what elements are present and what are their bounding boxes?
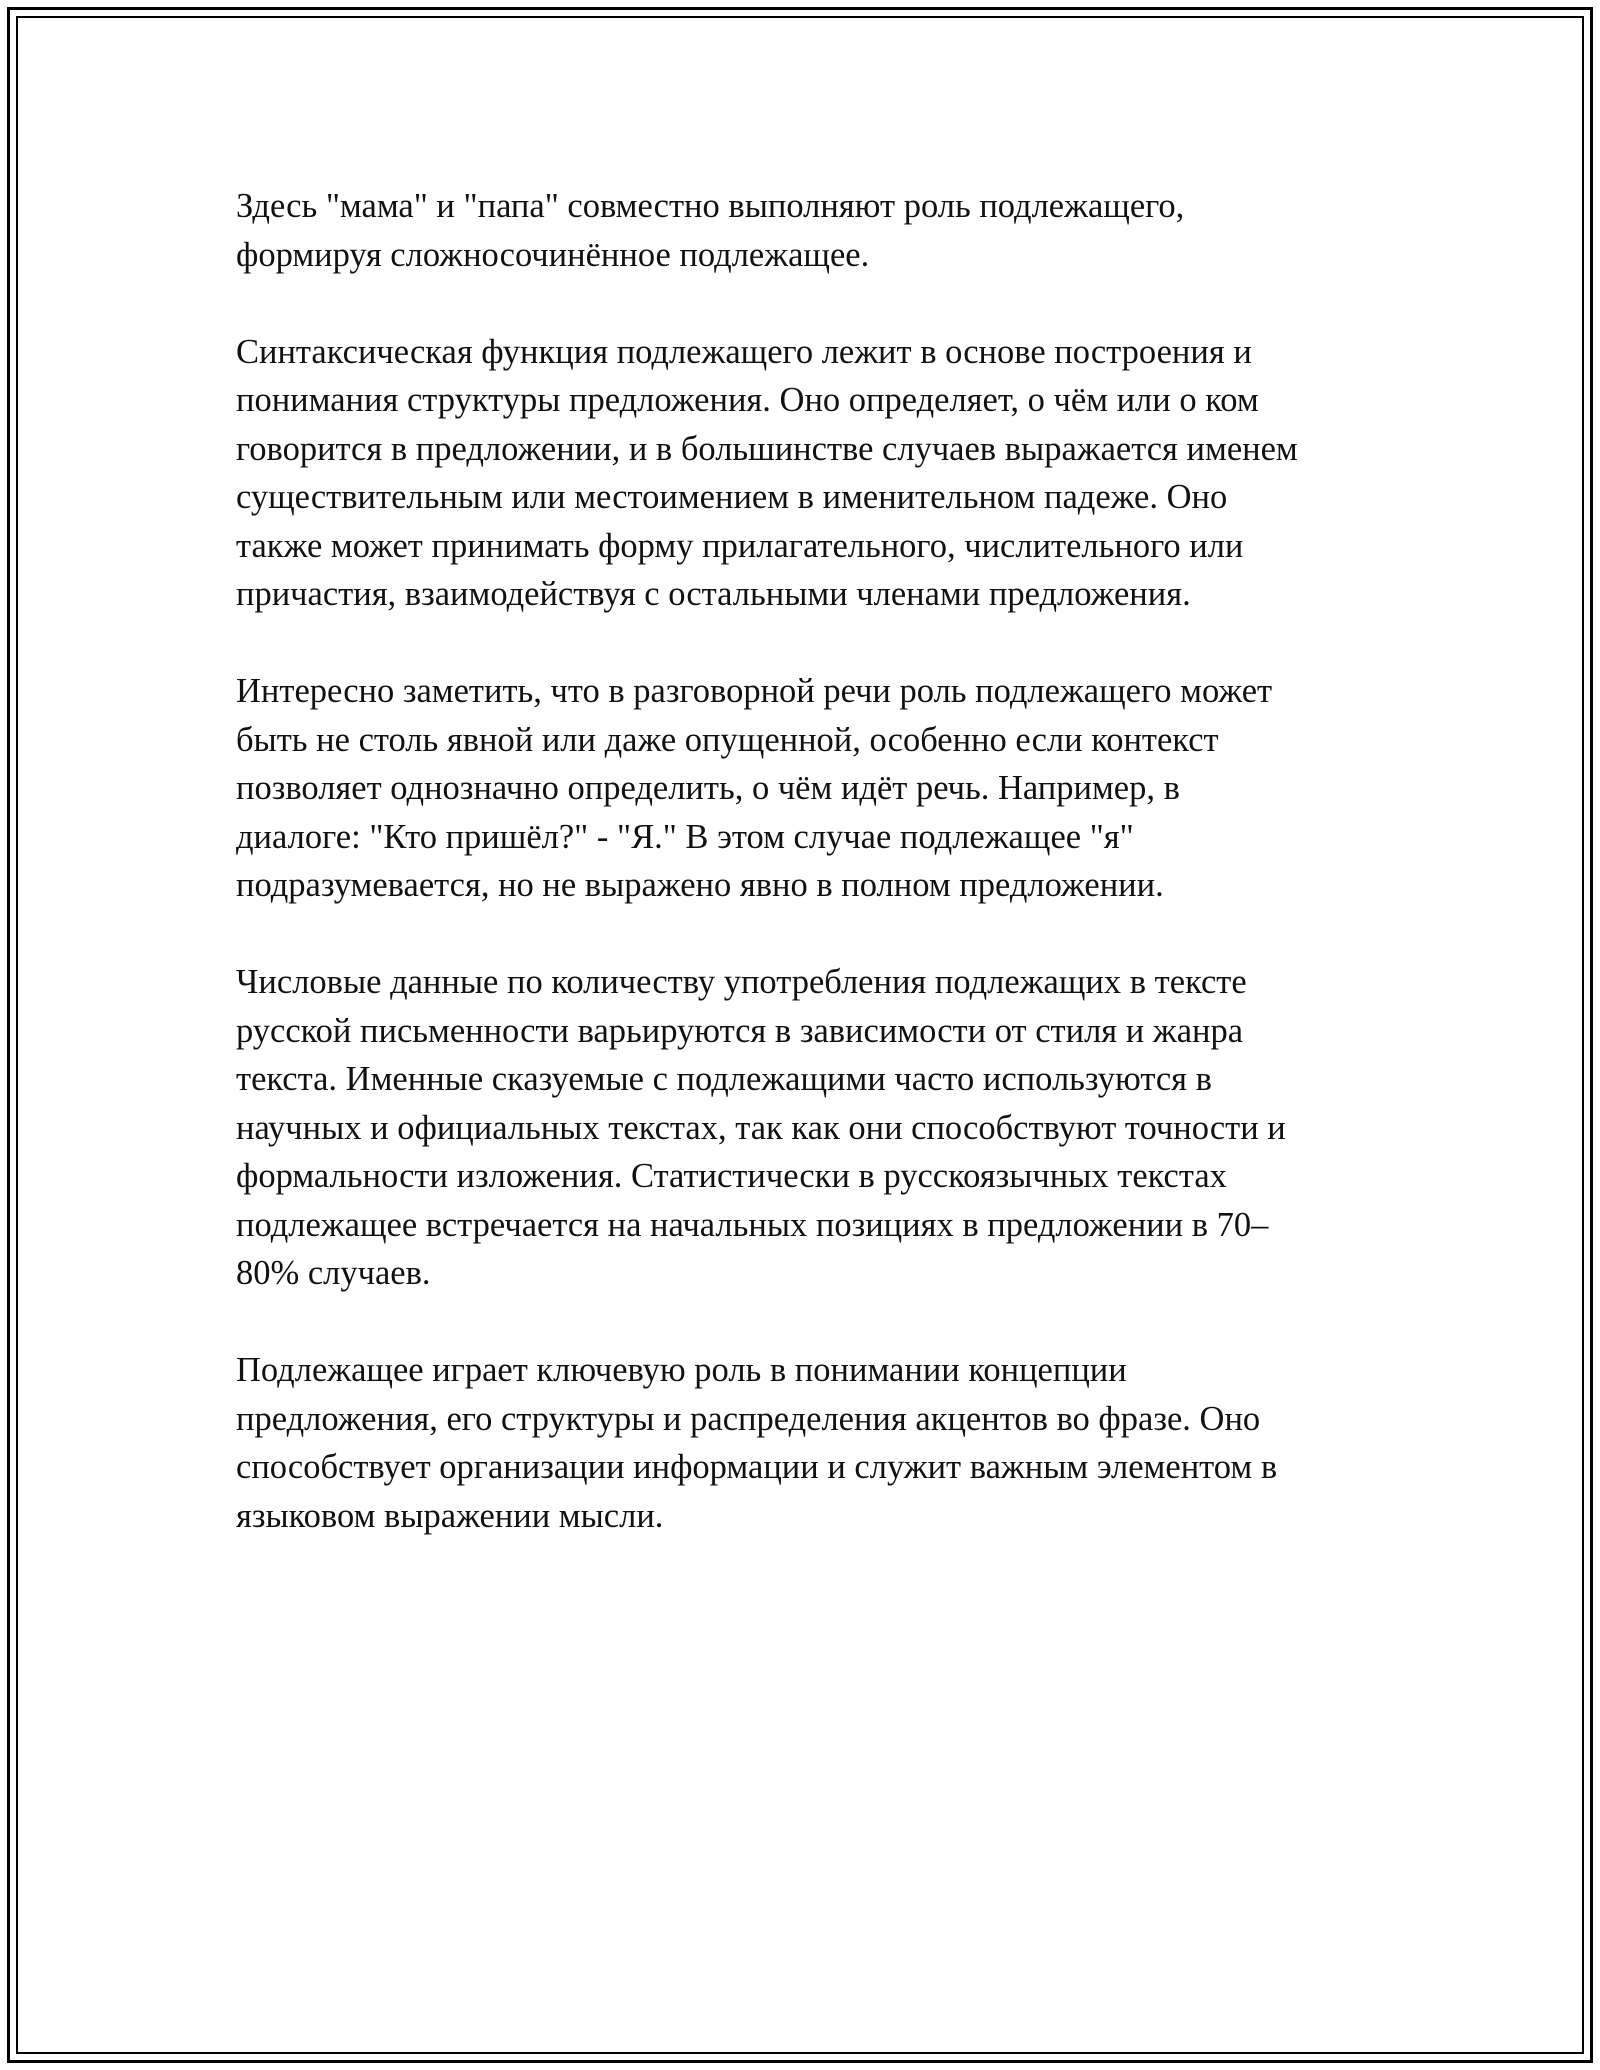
paragraph-4: Числовые данные по количеству употребления подлежащих в тексте русской письменности варьируются в зависимости от стиля и жанра текста. Именные сказуемые с подлежащими часто используются в научных и официальных текстах, так как они способствуют точности и формальности изложения. Статистически в русскоязычных текстах подлежащее встречается на начальных позициях в предложении в 70– 80% случаев. [236, 963, 1286, 1292]
paragraph-5: Подлежащее играет ключевую роль в понимании концепции предложения, его структуры и распределения акцентов во фразе. Оно способствует организации информации и служит важным элементом в языковом выражении мысли. [236, 1351, 1278, 1535]
paragraph-2: Синтаксическая функция подлежащего лежит в основе построения и понимания структуры предложения. Оно определяет, о чём или о ком говорится в предложении, и в большинстве случаев выражается именем существительным или местоимением в именительном падеже. Оно также может принимать форму прилагательного, числительного или причастия, взаимодействуя с остальными членами предложения. [236, 332, 1298, 613]
document-body [236, 182, 1376, 1589]
paragraph-3: Интересно заметить, что в разговорной речи роль подлежащего может быть не столь явной или даже опущенной, особенно если контекст позволяет однозначно определить, о чём идёт речь. Например, в диалоге: "Кто пришёл?" - "Я." В этом случае подлежащее "я" подразумевается, но не выражено явно в полном предложении. [236, 672, 1273, 904]
paragraph-1: Здесь "мама" и "папа" совместно выполняют роль подлежащего, формируя сложносочинённое подлежащее. [236, 187, 1185, 274]
